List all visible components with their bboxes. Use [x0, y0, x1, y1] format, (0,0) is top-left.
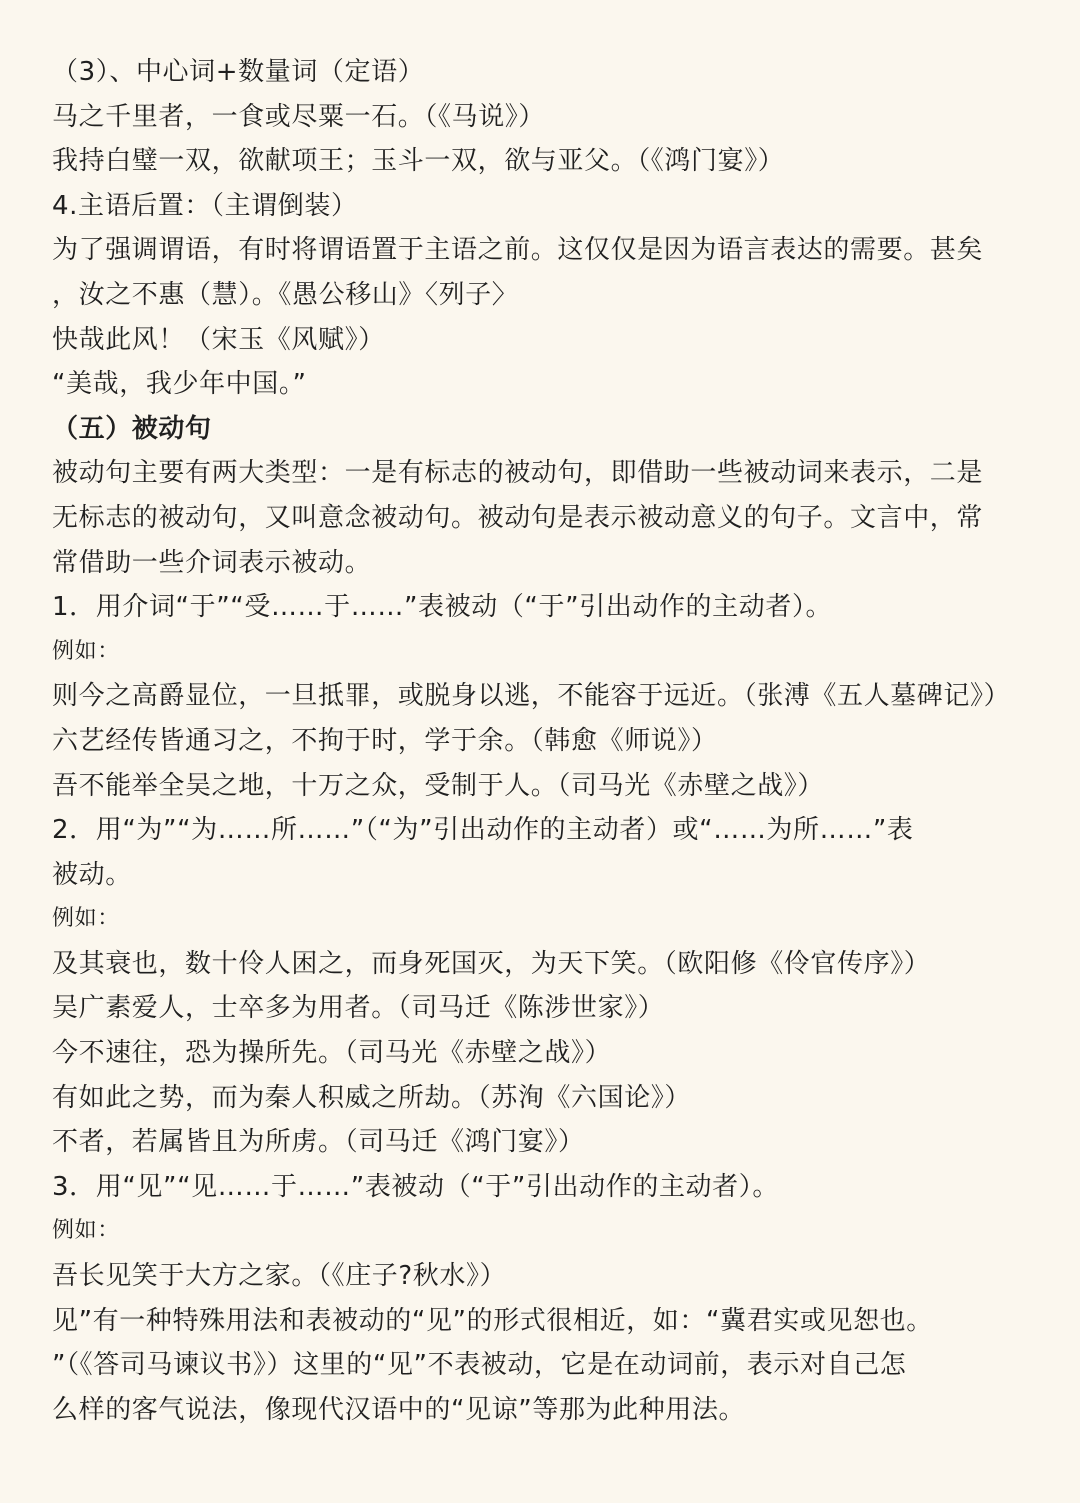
text-line: 吾不能举全吴之地，十万之众，受制于人。（司马光《赤壁之战》）: [52, 770, 825, 801]
text-line: 六艺经传皆通习之，不拘于时，学于余。（韩愈《师说》）: [52, 725, 718, 756]
text-line: ，汝之不惠（慧）。《愚公移山》〈列子〉: [52, 279, 519, 310]
text-line: 为了强调谓语，有时将谓语置于主语之前。这仅仅是因为语言表达的需要。甚矣: [52, 235, 984, 266]
section-heading: 4.主语后置：（主谓倒装）: [52, 190, 358, 221]
text-line: 么样的客气说法，像现代汉语中的“见谅”等那为此种用法。: [52, 1394, 746, 1425]
text-line: 则今之高爵显位，一旦抵罪，或脱身以逃，不能容于远近。（张溥《五人墓碑记》）: [52, 681, 1011, 712]
example-label: 例如：: [52, 638, 120, 664]
text-line: 马之千里者，一食或尽粟一石。（《马说》）: [52, 101, 546, 132]
section-heading: （五）被动句: [52, 413, 212, 444]
text-line: 有如此之势，而为秦人积威之所劫。（苏洵《六国论》）: [52, 1082, 692, 1113]
example-label: 例如：: [52, 906, 120, 932]
text-line: 吴广素爱人，士卒多为用者。（司马迁《陈涉世家》）: [52, 993, 665, 1024]
list-item-heading: 2．用“为”“为……所……”（“为”引出动作的主动者）或“……为所……”表: [52, 815, 914, 846]
text-line: 今不速往，恐为操所先。（司马光《赤壁之战》）: [52, 1038, 612, 1069]
text-line: “美哉，我少年中国。”: [52, 369, 307, 400]
text-line: 不者，若属皆且为所虏。（司马迁《鸿门宴》）: [52, 1127, 585, 1158]
text-line: 及其衰也，数十伶人困之，而身死国灭，为天下笑。（欧阳修《伶官传序》）: [52, 948, 931, 979]
text-line: 见”有一种特殊用法和表被动的“见”的形式很相近，如：“冀君实或见恕也。: [52, 1305, 933, 1336]
text-line: 无标志的被动句，又叫意念被动句。被动句是表示被动意义的句子。文言中，常: [52, 502, 984, 533]
text-line: 吾长见笑于大方之家。（《庄子?秋水》）: [52, 1261, 507, 1292]
text-line: （3）、中心词+数量词（定语）: [52, 57, 425, 87]
text-line: 被动句主要有两大类型：一是有标志的被动句，即借助一些被动词来表示，二是: [52, 458, 984, 489]
text-line: ”（《答司马谏议书》）这里的“见”不表被动，它是在动词前，表示对自己怎: [52, 1350, 907, 1381]
list-item-heading: 3．用“见”“见……于……”表被动（“于”引出动作的主动者）。: [52, 1171, 779, 1202]
text-line: 我持白璧一双，欲献项王；玉斗一双，欲与亚父。（《鸿门宴》）: [52, 146, 785, 177]
example-label: 例如：: [52, 1218, 120, 1244]
text-line: 快哉此风！（宋玉《风赋》）: [52, 324, 385, 355]
list-item-heading: 1．用介词“于”“受……于……”表被动（“于”引出动作的主动者）。: [52, 592, 833, 623]
text-line: 被动。: [52, 859, 132, 890]
text-line: 常借助一些介词表示被动。: [52, 547, 372, 578]
